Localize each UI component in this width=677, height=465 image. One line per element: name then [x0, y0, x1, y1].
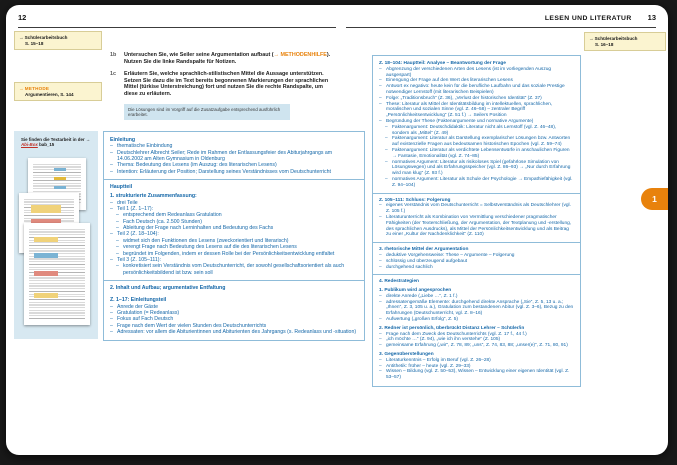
worksheet-thumbnail [24, 223, 90, 325]
solution-line: – Literaturunterricht als Kombination von Vermittlung verschiedener pragmatischer Fähigkeiten (der Texterschließung, der Argumentation, der Textplanung und -erstellung, des sprachlichen Ausdrucks), als Mittel der Persönlichkeitsentwicklung und als Beitrag zu einer „Kultur der Nachdenklichkeit“ (Z. 110) [379, 215, 574, 238]
solution-line: 1. Publikum wird angesprochen [379, 288, 452, 294]
solution-line: – Gratulation (= Redeanlass) [110, 310, 358, 316]
solution-line: – These: Literatur als Mittel der Identitätsbildung im intellektuellen, sprachlichen, moralischen und sozialen Sinne (vgl. Z. 46–58) – zentraler Begriff „Persönlichkeitsentwicklung“ (Z. 51 f.) → Seilers Position [379, 102, 574, 119]
arrow-icon: → [589, 36, 594, 41]
solution-line: – Frage nach dem Wert der vielen Stunden des Deutschunterrichts [110, 323, 358, 329]
solution-line: 3. rhetorische Mittel der Argumentation [379, 247, 469, 253]
solution-line [373, 193, 580, 194]
solution-line: – Teil 1 (Z. 1–17): [110, 206, 358, 212]
solution-line: – verengt Frage nach Bedeutung des Lesens auf die des literarischen Lesens [110, 244, 358, 250]
ref-box-pages: S. 15–18 [25, 40, 44, 46]
solution-line: – entsprechend dem Redeanlass Gratulation [110, 212, 358, 218]
solution-line: – Anrede der Gäste [110, 304, 358, 310]
methode-label: →METHODE [19, 86, 50, 91]
solution-line: – eigenes Verständnis vom Deutschunterricht = Selbstverständnis als Deutschlehrer (vgl. Z. 105 f.) [379, 203, 574, 215]
task-1c [110, 71, 338, 97]
ref-box-title: →Schülerarbeitsbuch [589, 36, 638, 41]
solution-line [373, 274, 580, 275]
solution-line: – schlüssig und überzeugend aufgebaut [379, 259, 574, 265]
solution-line: – Aufwertung („großen Erfolg“, Z. 5) [379, 317, 574, 323]
solution-line: – Fach Deutsch (ca. 2.500 Stunden) [110, 219, 358, 225]
solution-line: – Faktenargument: Literatur als Darstellung exemplarischer Lösungen bzw. Antworten auf existenzielle Fragen aus bedeutsamen historischen Epochen (vgl. Z. 59–74) [379, 136, 574, 148]
solution-line: Hauptteil [110, 184, 133, 191]
solution-line: – Adressaten: vor allem die Abiturientinnen und Abiturienten des Jahrgangs (s. Redeanlass und -situation) [110, 329, 358, 335]
solution-line: Z. 18–104: Hauptteil: Analyse – Beantwortung der Frage [379, 61, 506, 66]
solution-line: – gemeinsame Erfahrung („wir“, Z. 78, 89; „uns“, Z. 74, 83, 88; „unser(e)“, Z. 71, 80, 91) [379, 343, 574, 349]
solution-line: 3. Gegenüberstellungen [379, 352, 434, 358]
methode-detail: Argumentieren, S. 144 [25, 91, 74, 97]
solution-line: – Begründung der These (Faktenargumente und normative Argumente) [379, 119, 574, 125]
task-text: Erläutern Sie, welche sprachlich-stilistischen Mittel die Aussage unterstützen. Setzen Sie dazu die im Text bereits begonnenen Markierungen der sprachlichen Mittel (türkise Unterstreichung) fort und nutzen Sie die rechte Randspalte, um diese zu erläutern. [124, 71, 329, 97]
solution-line: – durchgehend sachlich [379, 265, 574, 271]
solution-line: – Abgrenzung der verschiedenen Arten des Lesens (ist im vorliegenden Auszug ausgespart) [379, 67, 574, 79]
task-number: 1b [110, 52, 117, 58]
ref-box-methode [14, 82, 102, 101]
solution-line: – widmet sich den Funktionen des Lesens (zweckorientiert und literarisch) [110, 238, 358, 244]
solution-line: – Folge: „Traditionsbruch“ (Z. 36), „Verlust der historischen Identität“ (Z. 37) [379, 96, 574, 102]
header-rule-right [346, 27, 656, 28]
solution-line [104, 179, 364, 180]
solution-line: 2. Redner ist persönlich, überbrückt Distanz Lehrer – Schüler/in [379, 325, 525, 331]
page-number-left: 12 [18, 13, 27, 22]
solution-line: – thematische Einbindung [110, 143, 358, 149]
abi-box-link[interactable]: Abi-Box [21, 142, 38, 148]
solution-line: – Teil 2 (Z. 18–104): [110, 231, 358, 237]
solution-line: – Einengung der Frage auf den Wert des literarischen Lesens [379, 78, 574, 84]
solution-line: – Ableitung der Frage nach Lerninhalten und Bedeutung des Fachs [110, 225, 358, 231]
solution-line: 2. Inhalt und Aufbau; argumentative Entfaltung [110, 284, 226, 291]
solution-line: Z. 105–111: Schluss: Folgerung [379, 197, 451, 203]
arrow-icon: → [19, 35, 24, 40]
solution-line: – adressatengemäße Elemente: durchgehend direkte Ansprache („Sie“, Z. 5, 13 u. a.; „Ihnen“, Z. 3, 105 u. a.), Gratulation zum bestandenen Abitur (vgl. Z. 3–6), Bezug zu den Erfahrungen (Deutschunterricht, vgl. Z. 8–16) [379, 300, 574, 317]
solution-line: 1. strukturierte Zusammenfassung: [110, 193, 197, 200]
solutions-note: Die Lösungen sind im Vorgriff auf die Zusatzaufgabe entsprechend ausführlich erarbeitet. [124, 104, 290, 121]
solution-line: – Antithetik: früher – heute (vgl. Z. 29–33) [379, 364, 574, 370]
solution-line: – Intention: Erläuterung der Position; Darstellung seines Verständnisses vom Deutschunterricht [110, 169, 358, 175]
book-spread [6, 5, 668, 455]
chapter-title: LESEN UND LITERATUR [544, 15, 632, 22]
solution-line: – drei Teile [110, 200, 358, 206]
task-list [110, 52, 338, 120]
solution-line: – Fokus auf Fach Deutsch [110, 316, 358, 322]
material-hint: Sie finden die Textarbeit in der → Abi-Box bab_15 [21, 137, 91, 148]
task-text: Untersuchen Sie, wie Seiler seine Argumentation aufbaut (→ METHODENHILFE). Nutzen Sie die linke Randspalte für Notizen. [124, 52, 331, 65]
solution-line: 4. Redestrategien [379, 279, 419, 285]
solution-line: – deduktive Vorgehensweise: These – Argumente – Folgerung [379, 253, 574, 259]
ref-box-title: →Schülerarbeitsbuch [19, 35, 68, 40]
task-number: 1c [110, 71, 116, 78]
solution-line: – Faktenargument: Deutschdidaktik: Literatur nicht als Lernstoff (vgl. Z. 46–48), sondern als „Mittel“ (Z. 49) [379, 125, 574, 137]
solution-line: – begründet im Folgenden, indem er dessen Rolle bei der Persönlichkeitsentwicklung entfaltet [110, 251, 358, 257]
solution-line: – Wissen – Bildung (vgl. Z. 50–53), Wissen – Entwicklung einer eigenen Identität (vgl. Z. 53–57) [379, 369, 574, 381]
solution-line: – Literaturkenntnis – Erfolg im Beruf (vgl. Z. 26–28) [379, 358, 574, 364]
solution-line: – normatives Argument: Literatur als Schule der Psychologie → Empathiefähigkeit (vgl. Z. 94–104) [379, 177, 574, 189]
solution-line: Einleitung [110, 137, 136, 143]
methodenhilfe-link[interactable]: → METHODENHILFE [273, 52, 327, 58]
solution-line: – Teil 3 (Z. 105–111): [110, 257, 358, 263]
solution-line: – konkretisiert sein Verständnis vom Deutschunterricht, der sowohl gesellschaftsorientiert als auch persönlichkeitsbildend ist bzw. sein soll [110, 263, 358, 276]
ref-box-schuelerarbeitsbuch-left [14, 31, 102, 50]
task-1b [110, 52, 338, 65]
solution-line: – normatives Argument: Literatur als risikoloses Spiel (gefahrlose Simulation von Lösungswegen) und als Erfahrungsspeicher (vgl. Z. 86–93) → „Nur durch Erfahrung wird man klug“ (Z. 93 f.) [379, 160, 574, 177]
solution-line: – Frage nach dem Zweck des Deutschunterrichts (vgl. Z. 17 f., 44 f.) [379, 332, 574, 338]
solution-line: – Deutschlehrer Albrecht Seiler; Rede im Rahmen der Entlassungsfeier des Abiturjahrgangs am 14.06.2002 am Alten Gymnasium in Oldenburg [110, 150, 358, 163]
ref-box-pages: S. 16–18 [595, 41, 614, 47]
page-number-right: 13 [647, 13, 656, 22]
arrow-icon: → [19, 86, 24, 91]
solution-line: – Faktenargument: Literatur als verdichtete Lebensentwürfe in anschaulichen Figuren → Fantasie, Emotionalität (vgl. Z. 74–85) [379, 148, 574, 160]
solution-line: – „ich möchte …“ (Z. 94), „wie ich ihn verstehe“ (Z. 105) [379, 337, 574, 343]
solution-line [373, 242, 580, 243]
solution-line: Z. 1–17: Einleitungsteil [110, 297, 167, 304]
arrow-icon: → [85, 137, 91, 142]
margin-material-panel [14, 131, 98, 339]
chapter-tab-1[interactable]: 1 [641, 188, 668, 210]
solution-line: – Thema: Bedeutung des Lesens (im Auszug: des literarischen Lesens) [110, 162, 358, 168]
solution-line: – direkte Anrede („Liebe …“, Z. 1 f.) [379, 294, 574, 300]
ref-box-schuelerarbeitsbuch-right [584, 32, 666, 51]
solution-line [104, 280, 364, 281]
solution-line: – Antwort ex negativo: heute kein für die berufliche Laufbahn und das soziale Prestige notwendiger Lernstoff (mit literarischen Beispielen) [379, 84, 574, 96]
solution-box-left [103, 131, 365, 341]
solution-box-right [372, 55, 581, 387]
header-rule-left [18, 27, 336, 28]
chapter-header [545, 13, 656, 22]
